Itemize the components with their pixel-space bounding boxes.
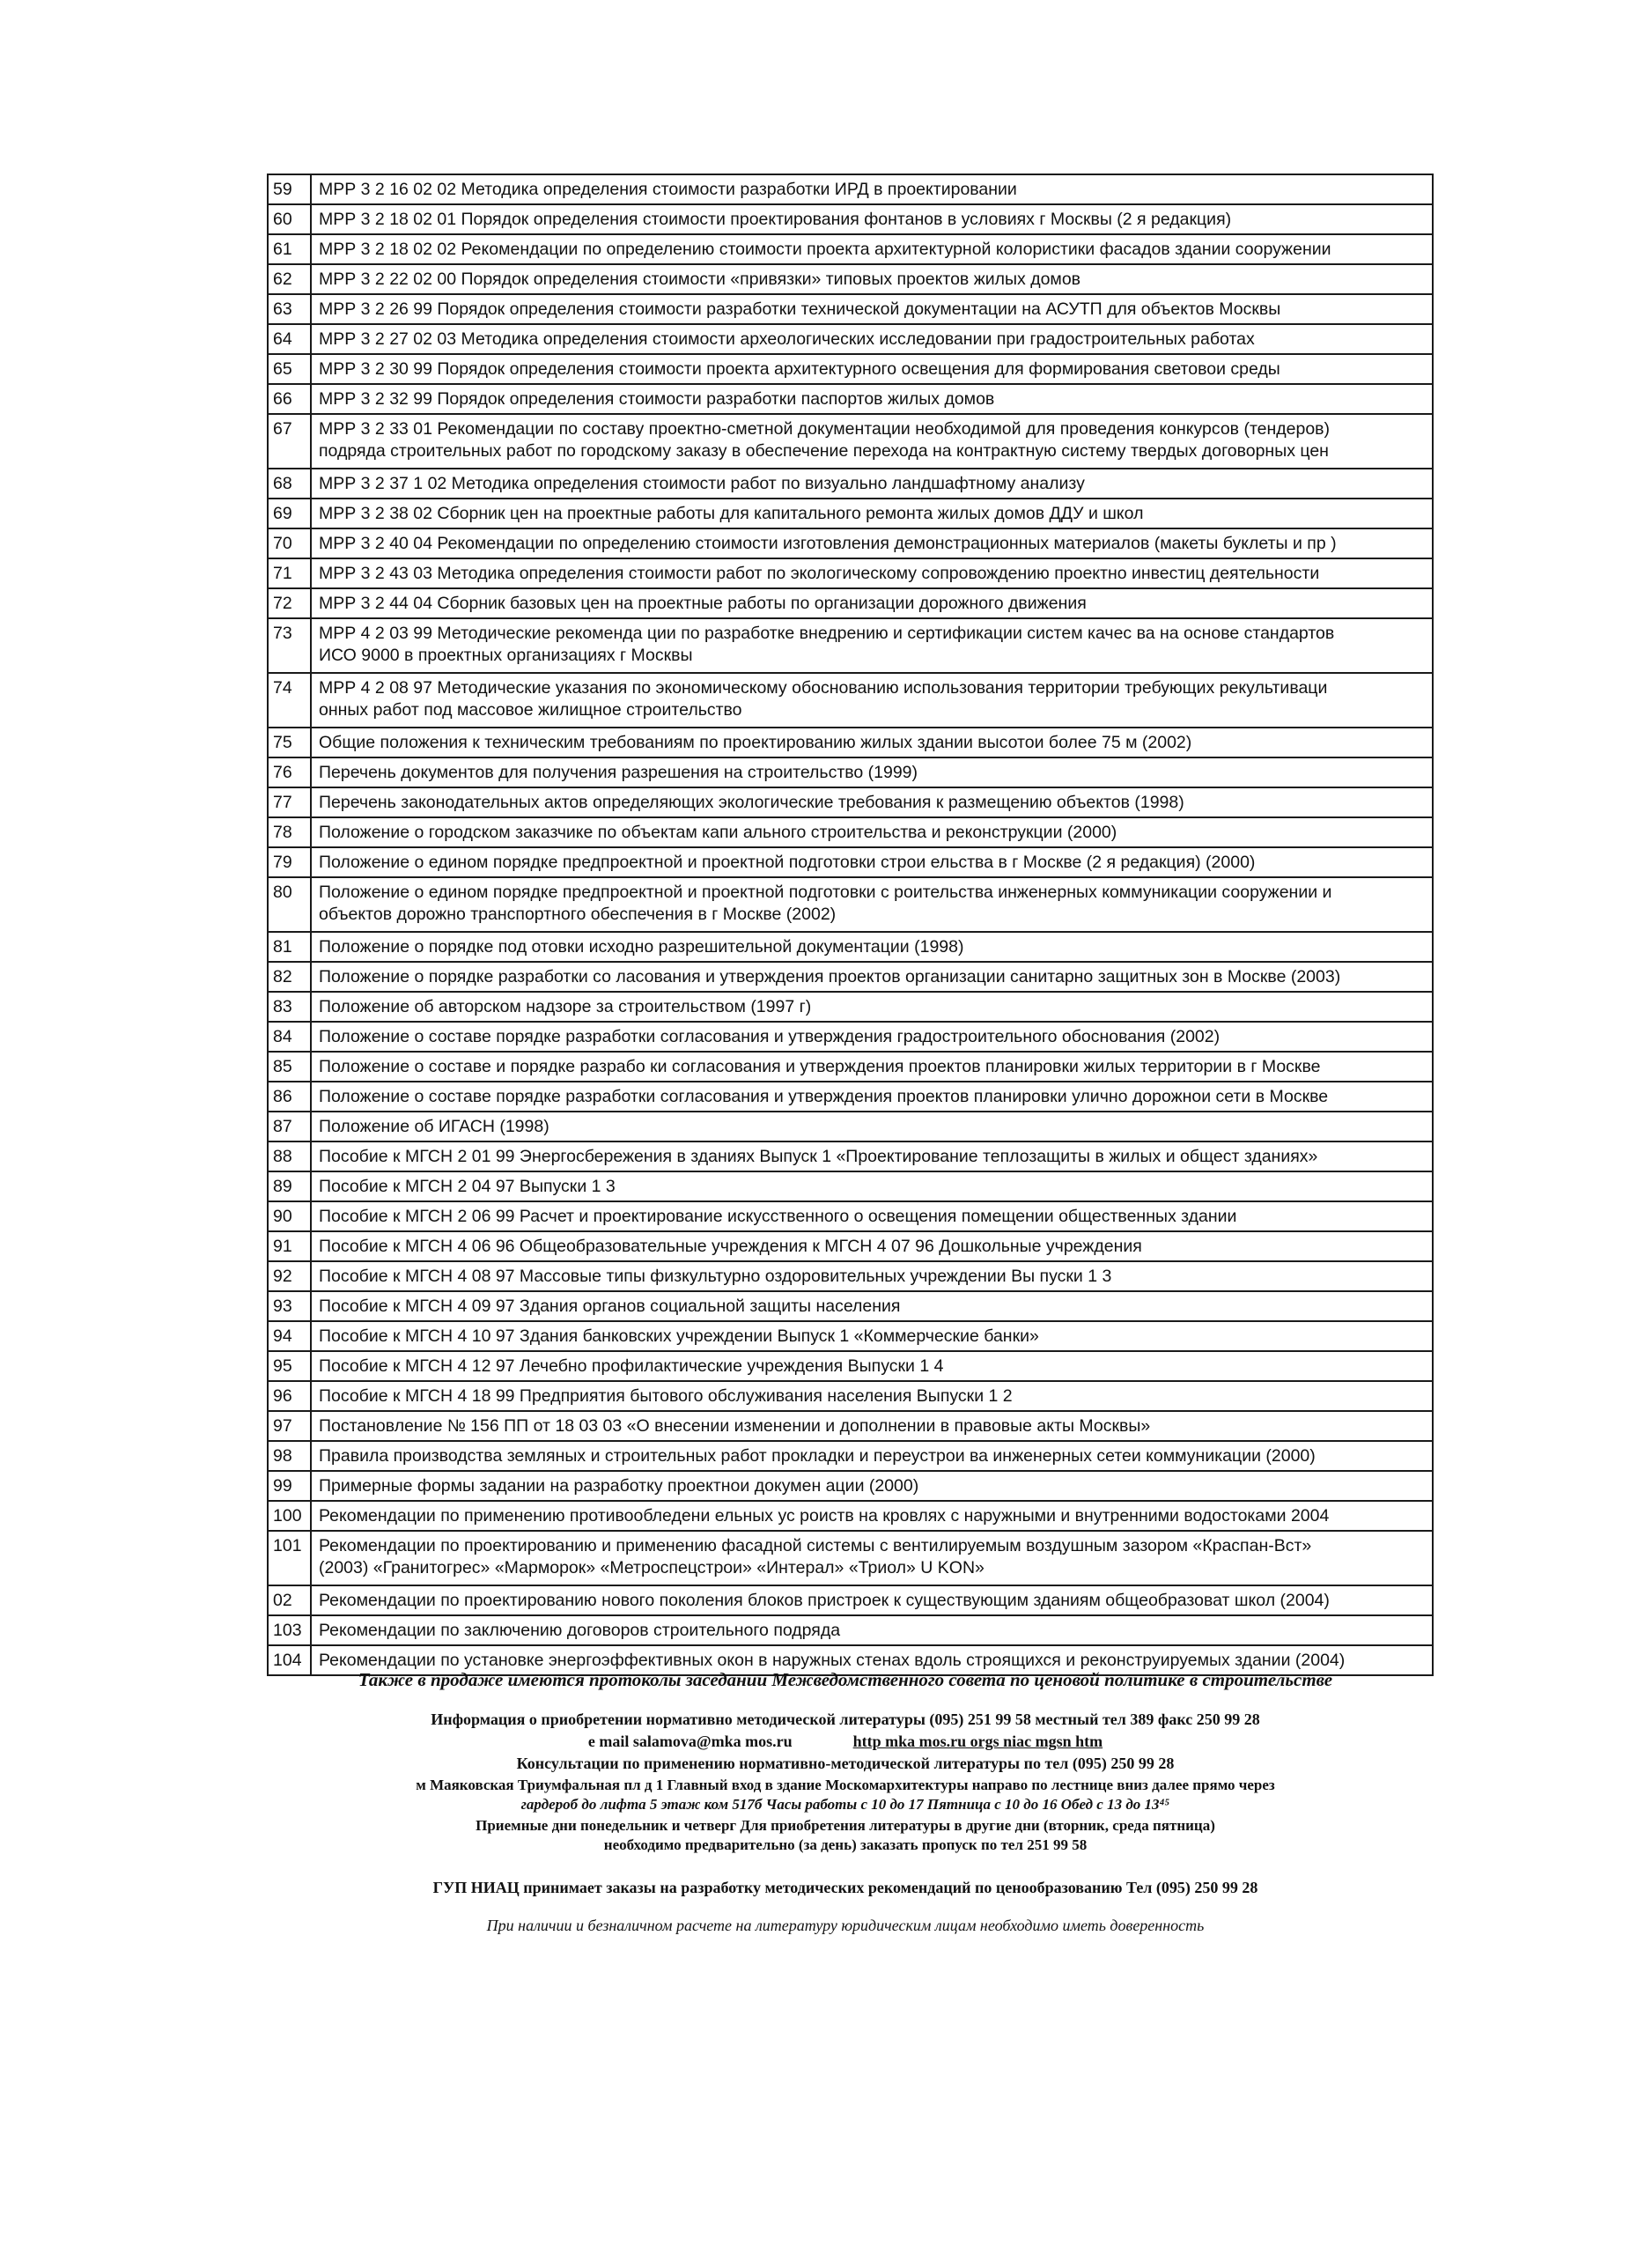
table-row (268, 877, 1433, 932)
document-title-cell (311, 294, 1433, 324)
row-number: 64 (268, 324, 311, 354)
table-row (268, 1171, 1433, 1201)
document-title-cell (311, 1441, 1433, 1471)
row-number: 85 (268, 1052, 311, 1082)
table-row (268, 354, 1433, 384)
row-number: 72 (268, 588, 311, 618)
document-title-line: Рекомендации по установке энергоэффективных окон в наружных стенах вдоль строящихся и реконструируемых здании (2004) (319, 1651, 1346, 1670)
table-row (268, 1351, 1433, 1381)
document-title-cell (311, 1381, 1433, 1411)
row-number: 71 (268, 558, 311, 588)
document-title-line: объектов дорожно транспортного обеспечения в г Москве (2002) (319, 905, 837, 924)
table-row (268, 1201, 1433, 1231)
document-title-cell (311, 324, 1433, 354)
document-title-cell (311, 728, 1433, 757)
document-title-cell (311, 1261, 1433, 1291)
document-title-line: Положение о составе и порядке разрабо ки согласования и утверждения проектов планировки жилых территории в г Москве (319, 1057, 1321, 1076)
document-title-line: Рекомендации по проектированию и применению фасадной системы с вентилируемым воздушным зазором «Краспан-Вст» (319, 1536, 1312, 1555)
table-row (268, 673, 1433, 728)
footer-power-of-attorney: При наличии и безналичном расчете на литературу юридическим лицам необходимо иметь доверенность (486, 1917, 1205, 1934)
document-title-line: МРР 3 2 43 03 Методика определения стоимости работ по экологическому сопровождению проектно инвестиц деятельности (319, 564, 1320, 583)
row-number: 82 (268, 962, 311, 992)
row-number: 73 (268, 618, 311, 673)
document-title-line: подряда строительных работ по городскому заказу в обеспечение перехода на контрактную систему твердых договорных цен (319, 441, 1329, 461)
row-number: 67 (268, 414, 311, 469)
document-title-line: МРР 4 2 08 97 Методические указания по экономическому обоснованию использования территории требующих рекультиваци (319, 678, 1328, 698)
table-row (268, 469, 1433, 499)
footer-purchase-info: Информация о приобретении нормативно методической литературы (095) 251 99 58 местный тел 389 факс 250 99 28 (431, 1710, 1260, 1728)
document-title-line: Пособие к МГСН 2 01 99 Энергосбережения в зданиях Выпуск 1 «Проектирование теплозащиты в жилых и общест зданиях» (319, 1147, 1318, 1166)
document-title-line: Положение о едином порядке предпроектной и проектной подготовки строи ельства в г Москве (2 я редакция) (2000) (319, 853, 1256, 872)
document-title-line: Пособие к МГСН 4 08 97 Массовые типы физкультурно оздоровительных учреждении Вы пуски 1 3 (319, 1267, 1112, 1286)
table-row (268, 728, 1433, 757)
table-row (268, 1585, 1433, 1615)
document-title-line: Пособие к МГСН 4 06 96 Общеобразовательные учреждения к МГСН 4 07 96 Дошкольные учреждения (319, 1237, 1142, 1256)
row-number: 96 (268, 1381, 311, 1411)
document-title-line: МРР 3 2 27 02 03 Методика определения стоимости археологических исследовании при градостроительных работах (319, 329, 1255, 349)
row-number: 103 (268, 1615, 311, 1645)
document-title-line: МРР 3 2 40 04 Рекомендации по определению стоимости изготовления демонстрационных материалов (макеты буклеты и пр ) (319, 534, 1337, 553)
document-title-cell (311, 1201, 1433, 1231)
table-row (268, 558, 1433, 588)
document-title-cell (311, 1291, 1433, 1321)
row-number: 81 (268, 932, 311, 962)
row-number: 95 (268, 1351, 311, 1381)
row-number: 90 (268, 1201, 311, 1231)
document-title-cell (311, 1471, 1433, 1501)
document-title-line: МРР 3 2 44 04 Сборник базовых цен на проектные работы по организации дорожного движения (319, 594, 1087, 613)
document-title-cell (311, 1171, 1433, 1201)
table-row (268, 588, 1433, 618)
row-number: 89 (268, 1171, 311, 1201)
document-title-cell (311, 234, 1433, 264)
document-title-cell (311, 528, 1433, 558)
document-title-line: Пособие к МГСН 2 04 97 Выпуски 1 3 (319, 1177, 616, 1196)
table-row (268, 264, 1433, 294)
row-number: 99 (268, 1471, 311, 1501)
document-title-line: Пособие к МГСН 4 18 99 Предприятия бытового обслуживания населения Выпуски 1 2 (319, 1386, 1013, 1406)
document-title-line: МРР 3 2 33 01 Рекомендации по составу проектно-сметной документации необходимой для проведения конкурсов (тендеров) (319, 419, 1331, 439)
row-number: 98 (268, 1441, 311, 1471)
row-number: 75 (268, 728, 311, 757)
document-title-cell (311, 264, 1433, 294)
row-number: 59 (268, 174, 311, 204)
document-title-cell (311, 1052, 1433, 1082)
document-title-cell (311, 469, 1433, 499)
row-number: 101 (268, 1531, 311, 1585)
table-row (268, 1441, 1433, 1471)
table-row (268, 847, 1433, 877)
document-title-line: Правила производства земляных и строительных работ прокладки и переустрои ва инженерных сетеи коммуникации (2000) (319, 1446, 1316, 1466)
footer-website[interactable]: http mka mos.ru orgs niac mgsn htm (852, 1733, 1103, 1750)
row-number: 78 (268, 817, 311, 847)
table-row (268, 817, 1433, 847)
document-title-cell (311, 354, 1433, 384)
row-number: 60 (268, 204, 311, 234)
document-title-line: МРР 3 2 18 02 02 Рекомендации по определению стоимости проекта архитектурной колористики фасадов здании сооружении (319, 240, 1331, 259)
document-title-cell (311, 1321, 1433, 1351)
table-row (268, 174, 1433, 204)
row-number: 66 (268, 384, 311, 414)
document-title-line: Рекомендации по заключению договоров строительного подряда (319, 1621, 841, 1640)
table-row (268, 1112, 1433, 1141)
row-number: 69 (268, 499, 311, 528)
document-title-line: Пособие к МГСН 4 12 97 Лечебно профилактические учреждения Выпуски 1 4 (319, 1356, 944, 1376)
document-title-cell (311, 204, 1433, 234)
document-title-line: Рекомендации по проектированию нового поколения блоков пристроек к существующим зданиям общеобразоват школ (2004) (319, 1591, 1330, 1610)
table-row (268, 757, 1433, 787)
footer-hours: гардероб до лифта 5 этаж ком 517б Часы работы с 10 до 17 Пятница с 10 до 16 Обед с 13 до 13⁴⁵ (520, 1796, 1170, 1813)
document-title-cell (311, 174, 1433, 204)
document-title-line: МРР 4 2 03 99 Методические рекоменда ции по разработке внедрению и сертификации систем качес ва на основе стандартов (319, 624, 1335, 643)
row-number: 80 (268, 877, 311, 932)
document-title-cell (311, 1585, 1433, 1615)
row-number: 61 (268, 234, 311, 264)
document-title-line: МРР 3 2 22 02 00 Порядок определения стоимости «привязки» типовых проектов жилых домов (319, 270, 1081, 289)
document-title-cell (311, 414, 1433, 469)
document-title-cell (311, 757, 1433, 787)
table-row (268, 1231, 1433, 1261)
row-number: 86 (268, 1082, 311, 1112)
document-title-cell (311, 1615, 1433, 1645)
table-row (268, 1261, 1433, 1291)
document-title-line: Постановление № 156 ПП от 18 03 03 «О внесении изменении и дополнении в правовые акты Москвы» (319, 1416, 1151, 1436)
row-number: 88 (268, 1141, 311, 1171)
table-body (268, 174, 1433, 1675)
document-title-cell (311, 787, 1433, 817)
row-number: 76 (268, 757, 311, 787)
row-number: 62 (268, 264, 311, 294)
row-number: 91 (268, 1231, 311, 1261)
row-number: 63 (268, 294, 311, 324)
footer-pass-note: необходимо предварительно (за день) заказать пропуск по тел 251 99 58 (603, 1836, 1088, 1853)
table-row (268, 1471, 1433, 1501)
table-row (268, 1615, 1433, 1645)
document-title-cell (311, 499, 1433, 528)
document-title-cell (311, 1231, 1433, 1261)
document-title-cell (311, 992, 1433, 1022)
table-row (268, 618, 1433, 673)
table-row (268, 1381, 1433, 1411)
document-title-cell (311, 588, 1433, 618)
document-title-line: МРР 3 2 26 99 Порядок определения стоимости разработки технической документации на АСУТП для объектов Москвы (319, 299, 1281, 319)
document-title-line: онных работ под массовое жилищное строительство (319, 700, 742, 720)
document-title-line: Перечень документов для получения разрешения на строительство (1999) (319, 763, 918, 782)
row-number: 65 (268, 354, 311, 384)
document-title-line: Положение о городском заказчике по объектам капи ального строительства и реконструкции (2000) (319, 823, 1117, 842)
row-number: 87 (268, 1112, 311, 1141)
row-number: 68 (268, 469, 311, 499)
document-title-cell (311, 384, 1433, 414)
table-row (268, 528, 1433, 558)
table-row (268, 234, 1433, 264)
row-number: 97 (268, 1411, 311, 1441)
row-number: 94 (268, 1321, 311, 1351)
table-row (268, 204, 1433, 234)
document-table-wrapper (267, 174, 1434, 1676)
document-title-cell (311, 1411, 1433, 1441)
document-title-line: МРР 3 2 16 02 02 Методика определения стоимости разработки ИРД в проектировании (319, 180, 1017, 199)
document-title-cell (311, 1022, 1433, 1052)
row-number: 93 (268, 1291, 311, 1321)
footer-contacts (220, 1733, 1471, 1751)
document-title-line: Примерные формы задании на разработку проектнои докумен ации (2000) (319, 1476, 919, 1496)
document-title-line: Пособие к МГСН 4 10 97 Здания банковских учреждении Выпуск 1 «Коммерческие банки» (319, 1326, 1039, 1346)
table-row (268, 1411, 1433, 1441)
table-row (268, 1321, 1433, 1351)
table-row (268, 384, 1433, 414)
document-title-cell (311, 817, 1433, 847)
footer-info (220, 1669, 1471, 1935)
table-row (268, 992, 1433, 1022)
document-title-line: МРР 3 2 38 02 Сборник цен на проектные работы для капитального ремонта жилых домов ДДУ и школ (319, 504, 1144, 523)
footer-niac-orders: ГУП НИАЦ принимает заказы на разработку методических рекомендаций по ценообразованию Тел (095) 250 99 28 (432, 1879, 1258, 1896)
row-number: 92 (268, 1261, 311, 1291)
footer-consultations: Консультации по применению нормативно-методической литературы по тел (095) 250 99 28 (516, 1755, 1175, 1772)
document-title-line: Положение об ИГАСН (1998) (319, 1117, 549, 1136)
document-title-line: МРР 3 2 37 1 02 Методика определения стоимости работ по визуально ландшафтному анализу (319, 474, 1085, 493)
table-row (268, 1501, 1433, 1531)
document-title-line: Перечень законодательных актов определяющих экологические требования к размещению объектов (1998) (319, 793, 1184, 812)
document-title-line: Пособие к МГСН 2 06 99 Расчет и проектирование искусственного о освещения помещении общественных здании (319, 1207, 1237, 1226)
document-title-cell (311, 618, 1433, 673)
document-title-cell (311, 1501, 1433, 1531)
document-title-line: Положение о порядке под отовки исходно разрешительной документации (1998) (319, 937, 964, 957)
document-title-line: ИСО 9000 в проектных организациях г Москвы (319, 646, 693, 665)
document-title-line: МРР 3 2 32 99 Порядок определения стоимости разработки паспортов жилых домов (319, 389, 995, 409)
row-number: 79 (268, 847, 311, 877)
document-title-cell (311, 1531, 1433, 1585)
row-number: 74 (268, 673, 311, 728)
table-row (268, 294, 1433, 324)
document-title-line: Положение о составе порядке разработки согласования и утверждения градостроительного обоснования (2002) (319, 1027, 1221, 1046)
table-row (268, 1022, 1433, 1052)
table-row (268, 1531, 1433, 1585)
table-row (268, 1082, 1433, 1112)
row-number: 83 (268, 992, 311, 1022)
footer-protocols-note: Также в продаже имеются протоколы заседании Межведомственного совета по ценовой политике в строительстве (358, 1669, 1333, 1690)
document-title-line: Общие положения к техническим требованиям по проектированию жилых здании высотои более 75 м (2002) (319, 733, 1192, 752)
document-title-line: Положение об авторском надзоре за строительством (1997 г) (319, 997, 812, 1016)
document-title-cell (311, 1112, 1433, 1141)
document-title-line: Положение о порядке разработки со ласования и утверждения проектов организации санитарно защитных зон в Москве (2003) (319, 967, 1341, 986)
footer-reception-days: Приемные дни понедельник и четверг Для приобретения литературы в другие дни (вторник, среда пятница) (476, 1817, 1215, 1834)
table-row (268, 1052, 1433, 1082)
table-row (268, 962, 1433, 992)
normative-documents-table (267, 174, 1434, 1676)
footer-directions: м Маяковская Триумфальная пл д 1 Главный вход в здание Москомархитектуры направо по лестнице вниз далее прямо через (416, 1777, 1275, 1793)
table-row (268, 414, 1433, 469)
document-title-line: Пособие к МГСН 4 09 97 Здания органов социальной защиты населения (319, 1297, 901, 1316)
row-number: 02 (268, 1585, 311, 1615)
document-title-cell (311, 962, 1433, 992)
row-number: 77 (268, 787, 311, 817)
document-title-line: Рекомендации по применению противообледени ельных ус роиств на кровлях с наружными и внутренними водостоками 2004 (319, 1506, 1330, 1526)
document-title-cell (311, 877, 1433, 932)
table-row (268, 499, 1433, 528)
row-number: 100 (268, 1501, 311, 1531)
document-title-line: Положение о едином порядке предпроектной и проектной подготовки с роительства инженерных коммуникации сооружении и (319, 883, 1332, 902)
table-row (268, 1141, 1433, 1171)
document-title-cell (311, 1351, 1433, 1381)
document-title-cell (311, 673, 1433, 728)
row-number: 70 (268, 528, 311, 558)
document-title-cell (311, 847, 1433, 877)
document-title-cell (311, 932, 1433, 962)
document-title-line: Положение о составе порядке разработки согласования и утверждения проектов планировки улично дорожнои сети в Москве (319, 1087, 1329, 1106)
document-title-line: МРР 3 2 30 99 Порядок определения стоимости проекта архитектурного освещения для формирования световои среды (319, 359, 1280, 379)
document-title-line: МРР 3 2 18 02 01 Порядок определения стоимости проектирования фонтанов в условиях г Москвы (2 я редакция) (319, 210, 1232, 229)
table-row (268, 932, 1433, 962)
footer-email[interactable]: e mail salamova@mka mos.ru (587, 1733, 793, 1750)
table-row (268, 324, 1433, 354)
table-row (268, 1291, 1433, 1321)
row-number: 84 (268, 1022, 311, 1052)
table-row (268, 787, 1433, 817)
document-title-cell (311, 1082, 1433, 1112)
document-title-cell (311, 1141, 1433, 1171)
document-title-line: (2003) «Гранитогрес» «Марморок» «Метроспецстрои» «Интерал» «Триол» U KON» (319, 1558, 985, 1577)
document-title-cell (311, 558, 1433, 588)
row-number: 104 (268, 1645, 311, 1675)
